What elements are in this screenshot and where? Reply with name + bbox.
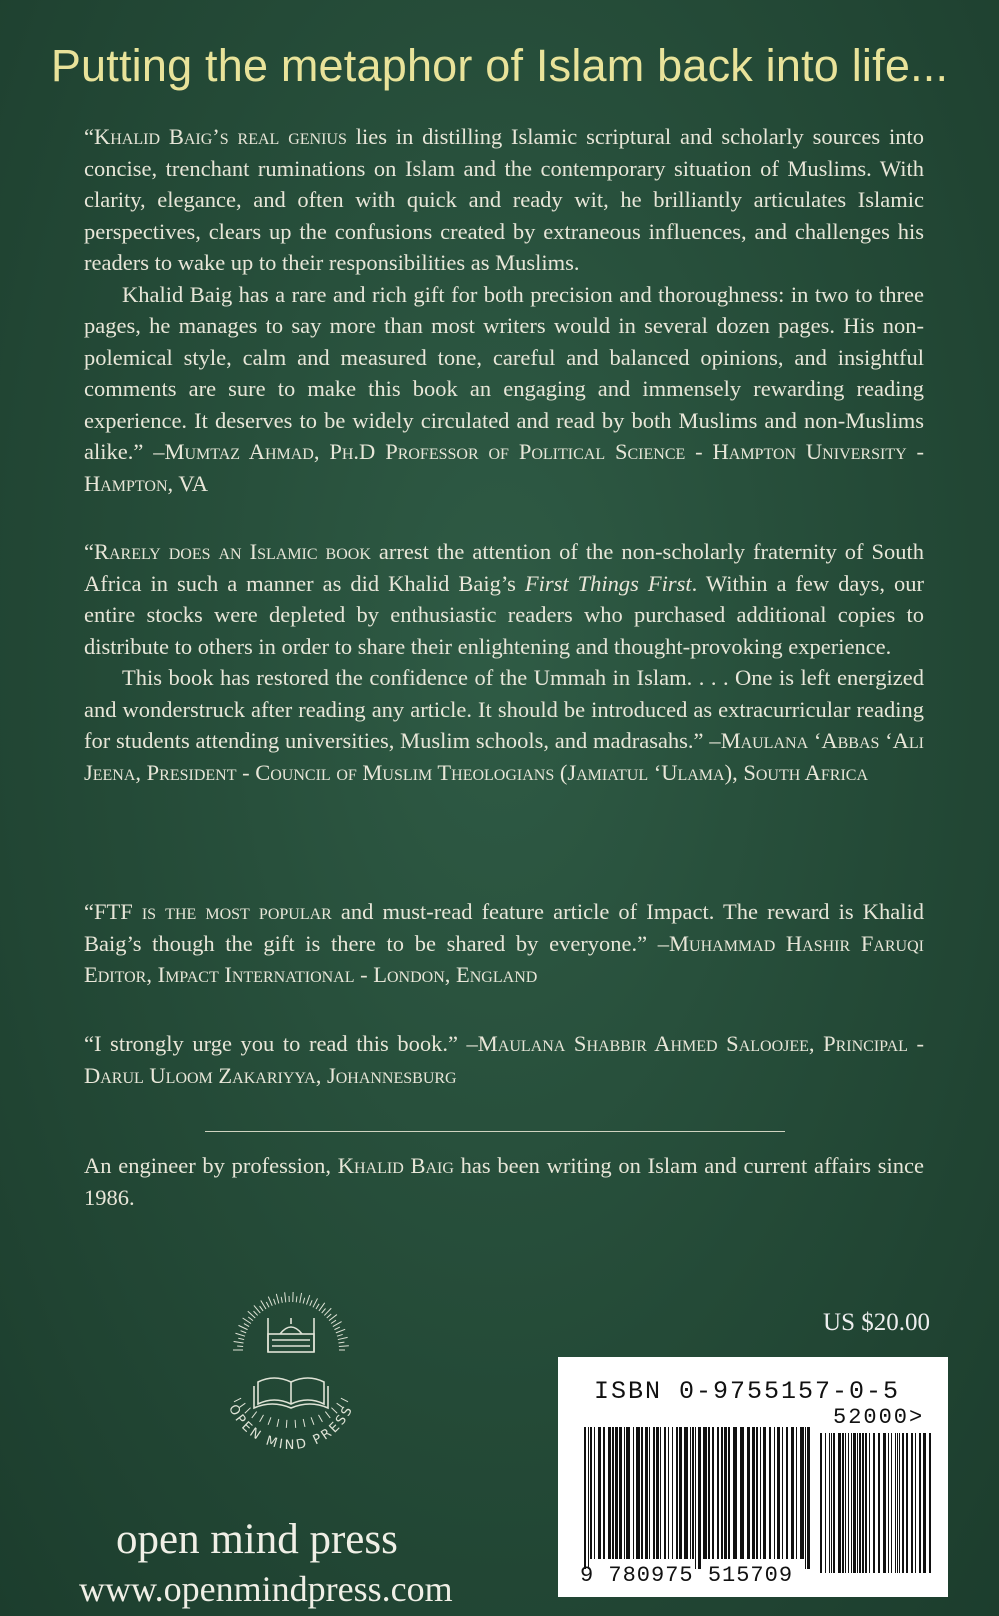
price-label: US $20.00 xyxy=(823,1309,930,1336)
quote-mumtaz-ahmad xyxy=(84,121,924,499)
author-bio xyxy=(84,1150,924,1213)
svg-text:OPEN MIND PRESS xyxy=(225,1402,357,1453)
quote-attribution: –Maulana Shabbir Ahmed Saloojee, Principal - Darul Uloom Zakariyya, Johannesburg xyxy=(84,1031,925,1088)
quote-text: “I strongly urge you to read this book.” xyxy=(84,1031,458,1056)
quote-paragraph xyxy=(84,536,924,662)
headline: Putting the metaphor of Islam back into life... xyxy=(50,40,949,91)
quote-hashir-faruqi xyxy=(84,896,924,991)
logo-emblem-icon xyxy=(206,1290,376,1460)
lead-in: “Rarely does an Islamic book xyxy=(84,539,371,564)
quote-text: arrest the attention of the non-scholarly fraternity of South Africa in such a manner as did Khalid Baig’s xyxy=(84,539,924,596)
barcode-price-code: 52000> xyxy=(833,1405,925,1430)
quote-abbas-ali-jeena xyxy=(84,536,924,788)
quote-paragraph xyxy=(84,121,924,279)
quote-text: lies in distilling Islamic scriptural and scholarly sources into concise, trenchant ruminations on Islam and the contemporary situation of Muslims. With clarity, elegance, and often with quick and ready wit, he brilliantly articulates Islamic perspectives, clears up the confusions created by extraneous influences, and challenges his readers to wake up to their responsibilities as Muslims. xyxy=(84,124,924,275)
quote-attribution: –Mumtaz Ahmad, Ph.D Professor of Political Science - Hampton University - Hampton, VA xyxy=(84,439,924,496)
quote-text: Khalid Baig has a rare and rich gift for both precision and thoroughness: in two to three pages, he manages to say more than most writers would in several dozen pages. His non-polemical style, calm and measured tone, careful and balanced opinions, and insightful comments are sure to make this book an engaging and immensely rewarding reading experience. It deserves to be widely circulated and read by both Muslims and non-Muslims alike.” xyxy=(84,281,924,464)
publisher-url[interactable]: www.openmindpress.com xyxy=(79,1569,453,1609)
open-mind-press-logo xyxy=(206,1290,376,1460)
logo-text: OPEN MIND PRESS xyxy=(225,1402,357,1454)
quote-paragraph xyxy=(84,662,924,788)
author-name: Khalid Baig xyxy=(337,1153,454,1178)
isbn-number: ISBN 0-9755157-0-5 xyxy=(594,1377,901,1406)
quote-text: . Within a few days, our entire stocks were depleted by enthusiastic readers who purchased additional copies to distribute to others in order to share their enlightening and thought-provoking experience. xyxy=(84,570,924,659)
lead-in: “FTF is the most popular xyxy=(84,899,332,924)
quote-paragraph xyxy=(84,1028,924,1091)
quote-attribution: –Maulana ‘Abbas ‘Ali Jeena, President - Council of Muslim Theologians (Jamiatul ‘Ulama), South Africa xyxy=(84,728,925,785)
bio-text: An engineer by profession, xyxy=(84,1153,338,1178)
quote-paragraph xyxy=(84,279,924,500)
barcode-digits: 9 780975 515709 xyxy=(580,1563,794,1588)
isbn-barcode xyxy=(558,1357,948,1597)
quote-text: This book has restored the confidence of the Ummah in Islam. . . . One is left energized and wonderstruck after reading any article. It should be introduced as extracurricular reading for students attending universities, Muslim schools, and madrasahs.” xyxy=(84,665,924,753)
quote-attribution: –Muhammad Hashir Faruqi Editor, Impact International - London, England xyxy=(84,930,924,987)
book-title: First Things First xyxy=(524,570,692,596)
divider xyxy=(205,1131,785,1132)
lead-in: “Khalid Baig’s real genius xyxy=(84,124,347,149)
publisher-name: open mind press xyxy=(116,1516,398,1563)
quote-text: and must-read feature article of Impact. The reward is Khalid Baig’s though the gift is there to be shared by everyone.” xyxy=(84,899,924,956)
quote-paragraph xyxy=(84,896,924,991)
bio-text: has been writing on Islam and current affairs since 1986. xyxy=(84,1153,924,1210)
quote-shabbir-saloojee xyxy=(84,1028,924,1091)
